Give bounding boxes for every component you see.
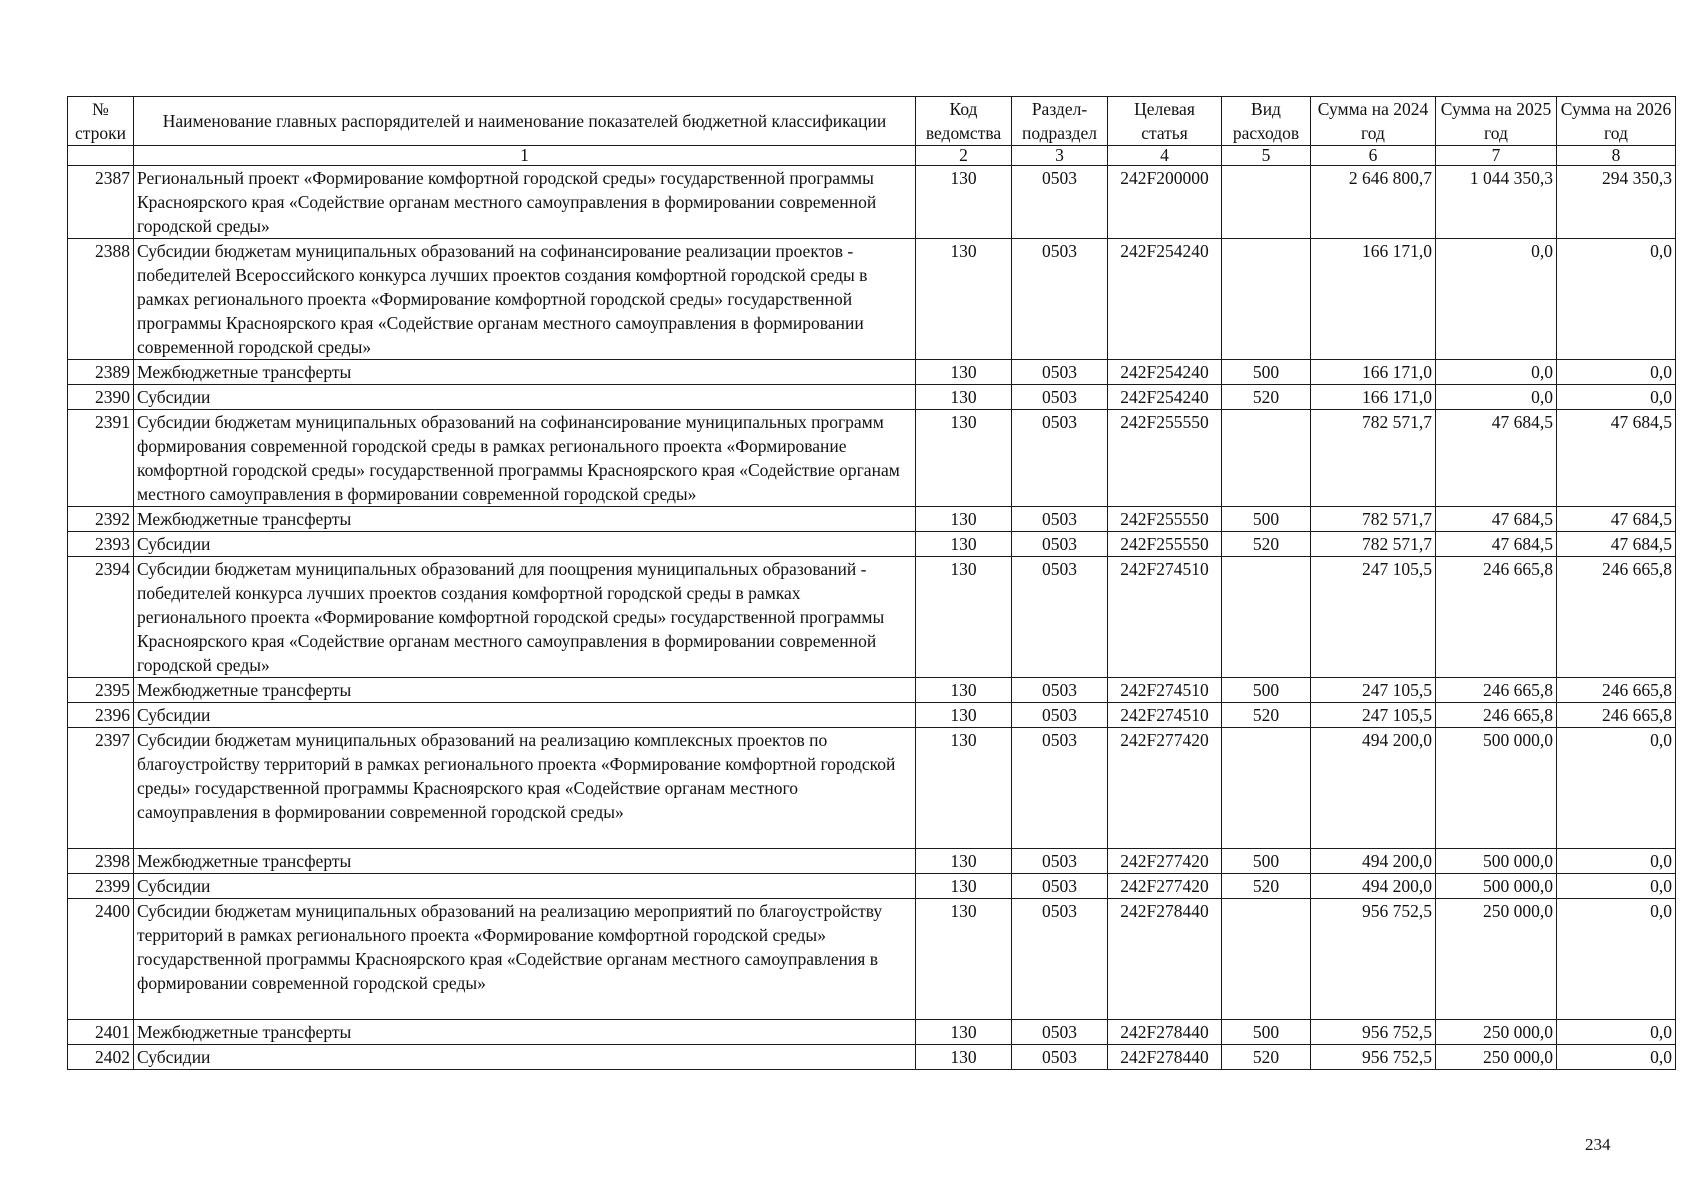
table-row bbox=[68, 410, 1676, 507]
sum-2024-cell: 166 171,0 bbox=[1311, 239, 1436, 360]
page-number: 234 bbox=[1585, 1135, 1611, 1154]
target-article-cell: 242F278440 bbox=[1108, 899, 1222, 1020]
target-article-cell: 242F255550 bbox=[1108, 532, 1222, 557]
sum-2026-cell: 0,0 bbox=[1557, 874, 1676, 899]
expense-type-cell bbox=[1222, 410, 1311, 507]
section-cell: 0503 bbox=[1012, 410, 1108, 507]
column-number: 6 bbox=[1311, 146, 1436, 166]
row-number-cell: 2396 bbox=[68, 703, 134, 728]
sum-2025-cell: 0,0 bbox=[1436, 360, 1557, 385]
expense-type-cell: 500 bbox=[1222, 678, 1311, 703]
sum-2025-cell: 250 000,0 bbox=[1436, 1020, 1557, 1045]
section-cell: 0503 bbox=[1012, 849, 1108, 874]
expense-type-cell bbox=[1222, 899, 1311, 1020]
header-name: Наименование главных распорядителей и наименование показателей бюджетной классификации bbox=[134, 97, 916, 146]
sum-2026-cell: 246 665,8 bbox=[1557, 703, 1676, 728]
section-cell: 0503 bbox=[1012, 874, 1108, 899]
target-article-cell: 242F255550 bbox=[1108, 410, 1222, 507]
table-row bbox=[68, 728, 1676, 849]
sum-2026-cell: 246 665,8 bbox=[1557, 678, 1676, 703]
sum-2025-cell: 250 000,0 bbox=[1436, 899, 1557, 1020]
dept-code-cell: 130 bbox=[916, 1020, 1012, 1045]
target-article-cell: 242F277420 bbox=[1108, 874, 1222, 899]
table-row bbox=[68, 360, 1676, 385]
sum-2024-cell: 247 105,5 bbox=[1311, 703, 1436, 728]
target-article-cell: 242F255550 bbox=[1108, 507, 1222, 532]
dept-code-cell: 130 bbox=[916, 166, 1012, 239]
section-cell: 0503 bbox=[1012, 532, 1108, 557]
sum-2025-cell: 47 684,5 bbox=[1436, 532, 1557, 557]
sum-2025-cell: 47 684,5 bbox=[1436, 410, 1557, 507]
expense-type-cell: 500 bbox=[1222, 1020, 1311, 1045]
dept-code-cell: 130 bbox=[916, 360, 1012, 385]
expense-type-cell bbox=[1222, 166, 1311, 239]
name-cell: Региональный проект «Формирование комфортной городской среды» государственной программы Красноярского края «Содействие органам местного самоуправления в формировании современной городской среды» bbox=[134, 166, 916, 239]
name-cell: Межбюджетные трансферты bbox=[134, 849, 916, 874]
table-row bbox=[68, 557, 1676, 678]
column-number: 1 bbox=[134, 146, 916, 166]
sum-2026-cell: 47 684,5 bbox=[1557, 507, 1676, 532]
row-number-cell: 2394 bbox=[68, 557, 134, 678]
table-row bbox=[68, 703, 1676, 728]
section-cell: 0503 bbox=[1012, 678, 1108, 703]
column-number-row bbox=[68, 146, 1676, 166]
sum-2026-cell: 47 684,5 bbox=[1557, 532, 1676, 557]
table-row bbox=[68, 166, 1676, 239]
sum-2026-cell: 0,0 bbox=[1557, 385, 1676, 410]
target-article-cell: 242F254240 bbox=[1108, 385, 1222, 410]
column-number: 4 bbox=[1108, 146, 1222, 166]
dept-code-cell: 130 bbox=[916, 678, 1012, 703]
sum-2024-cell: 956 752,5 bbox=[1311, 1020, 1436, 1045]
section-cell: 0503 bbox=[1012, 507, 1108, 532]
section-cell: 0503 bbox=[1012, 703, 1108, 728]
column-number: 7 bbox=[1436, 146, 1557, 166]
expense-type-cell bbox=[1222, 239, 1311, 360]
name-cell: Субсидии бюджетам муниципальных образований на софинансирование муниципальных программ формирования современной городской среды в рамках регионального проекта «Формирование комфортной городской среды» государственной программы Красноярского края «Содействие органам местного самоуправления в формировании современной городской среды» bbox=[134, 410, 916, 507]
expense-type-cell: 520 bbox=[1222, 1045, 1311, 1070]
header-dept-code: Код ведомства bbox=[916, 97, 1012, 146]
section-cell: 0503 bbox=[1012, 557, 1108, 678]
target-article-cell: 242F277420 bbox=[1108, 849, 1222, 874]
header-expense-type: Вид расходов bbox=[1222, 97, 1311, 146]
row-number-cell: 2399 bbox=[68, 874, 134, 899]
name-cell: Субсидии bbox=[134, 532, 916, 557]
sum-2024-cell: 782 571,7 bbox=[1311, 410, 1436, 507]
header-row-number: № строки bbox=[68, 97, 134, 146]
row-number-cell: 2397 bbox=[68, 728, 134, 849]
sum-2026-cell: 0,0 bbox=[1557, 728, 1676, 849]
sum-2024-cell: 494 200,0 bbox=[1311, 728, 1436, 849]
target-article-cell: 242F254240 bbox=[1108, 360, 1222, 385]
expense-type-cell: 520 bbox=[1222, 532, 1311, 557]
sum-2025-cell: 500 000,0 bbox=[1436, 874, 1557, 899]
section-cell: 0503 bbox=[1012, 1045, 1108, 1070]
dept-code-cell: 130 bbox=[916, 728, 1012, 849]
target-article-cell: 242F274510 bbox=[1108, 703, 1222, 728]
name-cell: Субсидии бюджетам муниципальных образований для поощрения муниципальных образований - победителей конкурса лучших проектов создания комфортной городской среды в рамках регионального проекта «Формирование комфортной городской среды» государственной программы Красноярского края «Содействие органам местного самоуправления в формировании современной городской среды» bbox=[134, 557, 916, 678]
header-sum-2025: Сумма на 2025 год bbox=[1436, 97, 1557, 146]
expense-type-cell: 500 bbox=[1222, 849, 1311, 874]
header-row bbox=[68, 97, 1676, 146]
sum-2024-cell: 247 105,5 bbox=[1311, 557, 1436, 678]
table-row bbox=[68, 507, 1676, 532]
expense-type-cell: 520 bbox=[1222, 385, 1311, 410]
sum-2025-cell: 500 000,0 bbox=[1436, 849, 1557, 874]
name-cell: Межбюджетные трансферты bbox=[134, 678, 916, 703]
sum-2025-cell: 250 000,0 bbox=[1436, 1045, 1557, 1070]
sum-2026-cell: 0,0 bbox=[1557, 360, 1676, 385]
section-cell: 0503 bbox=[1012, 899, 1108, 1020]
sum-2025-cell: 500 000,0 bbox=[1436, 728, 1557, 849]
sum-2024-cell: 247 105,5 bbox=[1311, 678, 1436, 703]
sum-2026-cell: 0,0 bbox=[1557, 849, 1676, 874]
sum-2024-cell: 494 200,0 bbox=[1311, 874, 1436, 899]
row-number-cell: 2401 bbox=[68, 1020, 134, 1045]
dept-code-cell: 130 bbox=[916, 1045, 1012, 1070]
table-row bbox=[68, 1020, 1676, 1045]
target-article-cell: 242F278440 bbox=[1108, 1020, 1222, 1045]
expense-type-cell: 500 bbox=[1222, 507, 1311, 532]
name-cell: Субсидии бюджетам муниципальных образований на реализацию комплексных проектов по благоустройству территорий в рамках регионального проекта «Формирование комфортной городской среды» государственной программы Красноярского края «Содействие органам местного самоуправления в формировании современной городской среды» bbox=[134, 728, 916, 849]
name-cell: Субсидии bbox=[134, 703, 916, 728]
table-row bbox=[68, 678, 1676, 703]
row-number-cell: 2389 bbox=[68, 360, 134, 385]
dept-code-cell: 130 bbox=[916, 239, 1012, 360]
header-target-article: Целевая статья bbox=[1108, 97, 1222, 146]
sum-2026-cell: 0,0 bbox=[1557, 1020, 1676, 1045]
row-number-cell: 2402 bbox=[68, 1045, 134, 1070]
target-article-cell: 242F278440 bbox=[1108, 1045, 1222, 1070]
dept-code-cell: 130 bbox=[916, 899, 1012, 1020]
table-row bbox=[68, 1045, 1676, 1070]
sum-2024-cell: 494 200,0 bbox=[1311, 849, 1436, 874]
target-article-cell: 242F277420 bbox=[1108, 728, 1222, 849]
table-row bbox=[68, 385, 1676, 410]
section-cell: 0503 bbox=[1012, 239, 1108, 360]
sum-2024-cell: 2 646 800,7 bbox=[1311, 166, 1436, 239]
expense-type-cell: 500 bbox=[1222, 360, 1311, 385]
dept-code-cell: 130 bbox=[916, 385, 1012, 410]
sum-2025-cell: 246 665,8 bbox=[1436, 703, 1557, 728]
column-number bbox=[68, 146, 134, 166]
sum-2026-cell: 0,0 bbox=[1557, 1045, 1676, 1070]
budget-table bbox=[67, 96, 1676, 1070]
row-number-cell: 2393 bbox=[68, 532, 134, 557]
sum-2025-cell: 0,0 bbox=[1436, 385, 1557, 410]
sum-2024-cell: 166 171,0 bbox=[1311, 385, 1436, 410]
sum-2025-cell: 1 044 350,3 bbox=[1436, 166, 1557, 239]
name-cell: Субсидии bbox=[134, 385, 916, 410]
name-cell: Субсидии бюджетам муниципальных образований на софинансирование реализации проектов - победителей Всероссийского конкурса лучших проектов создания комфортной городской среды в рамках регионального проекта «Формирование комфортной городской среды» государственной программы Красноярского края «Содействие органам местного самоуправления в формировании современной городской среды» bbox=[134, 239, 916, 360]
sum-2024-cell: 782 571,7 bbox=[1311, 507, 1436, 532]
target-article-cell: 242F274510 bbox=[1108, 557, 1222, 678]
sum-2025-cell: 246 665,8 bbox=[1436, 557, 1557, 678]
expense-type-cell bbox=[1222, 728, 1311, 849]
row-number-cell: 2388 bbox=[68, 239, 134, 360]
sum-2025-cell: 47 684,5 bbox=[1436, 507, 1557, 532]
column-number: 3 bbox=[1012, 146, 1108, 166]
column-number: 2 bbox=[916, 146, 1012, 166]
name-cell: Субсидии bbox=[134, 1045, 916, 1070]
header-sum-2026: Сумма на 2026 год bbox=[1557, 97, 1676, 146]
row-number-cell: 2398 bbox=[68, 849, 134, 874]
name-cell: Межбюджетные трансферты bbox=[134, 360, 916, 385]
row-number-cell: 2395 bbox=[68, 678, 134, 703]
expense-type-cell: 520 bbox=[1222, 874, 1311, 899]
section-cell: 0503 bbox=[1012, 360, 1108, 385]
target-article-cell: 242F254240 bbox=[1108, 239, 1222, 360]
row-number-cell: 2387 bbox=[68, 166, 134, 239]
table-row bbox=[68, 239, 1676, 360]
section-cell: 0503 bbox=[1012, 166, 1108, 239]
dept-code-cell: 130 bbox=[916, 703, 1012, 728]
dept-code-cell: 130 bbox=[916, 557, 1012, 678]
header-section: Раздел-подраздел bbox=[1012, 97, 1108, 146]
row-number-cell: 2392 bbox=[68, 507, 134, 532]
dept-code-cell: 130 bbox=[916, 507, 1012, 532]
target-article-cell: 242F274510 bbox=[1108, 678, 1222, 703]
sum-2026-cell: 246 665,8 bbox=[1557, 557, 1676, 678]
row-number-cell: 2391 bbox=[68, 410, 134, 507]
dept-code-cell: 130 bbox=[916, 532, 1012, 557]
section-cell: 0503 bbox=[1012, 728, 1108, 849]
section-cell: 0503 bbox=[1012, 1020, 1108, 1045]
sum-2026-cell: 47 684,5 bbox=[1557, 410, 1676, 507]
name-cell: Межбюджетные трансферты bbox=[134, 1020, 916, 1045]
table-row bbox=[68, 874, 1676, 899]
table-row bbox=[68, 849, 1676, 874]
expense-type-cell bbox=[1222, 557, 1311, 678]
sum-2024-cell: 956 752,5 bbox=[1311, 899, 1436, 1020]
row-number-cell: 2400 bbox=[68, 899, 134, 1020]
expense-type-cell: 520 bbox=[1222, 703, 1311, 728]
table-body bbox=[68, 166, 1676, 1070]
header-sum-2024: Сумма на 2024 год bbox=[1311, 97, 1436, 146]
row-number-cell: 2390 bbox=[68, 385, 134, 410]
dept-code-cell: 130 bbox=[916, 874, 1012, 899]
column-number: 5 bbox=[1222, 146, 1311, 166]
table-row bbox=[68, 532, 1676, 557]
name-cell: Субсидии bbox=[134, 874, 916, 899]
sum-2025-cell: 246 665,8 bbox=[1436, 678, 1557, 703]
sum-2026-cell: 0,0 bbox=[1557, 899, 1676, 1020]
column-number: 8 bbox=[1557, 146, 1676, 166]
dept-code-cell: 130 bbox=[916, 410, 1012, 507]
sum-2026-cell: 294 350,3 bbox=[1557, 166, 1676, 239]
sum-2026-cell: 0,0 bbox=[1557, 239, 1676, 360]
sum-2025-cell: 0,0 bbox=[1436, 239, 1557, 360]
sum-2024-cell: 782 571,7 bbox=[1311, 532, 1436, 557]
name-cell: Субсидии бюджетам муниципальных образований на реализацию мероприятий по благоустройству территорий в рамках регионального проекта «Формирование комфортной городской среды» государственной программы Красноярского края «Содействие органам местного самоуправления в формировании современной городской среды» bbox=[134, 899, 916, 1020]
dept-code-cell: 130 bbox=[916, 849, 1012, 874]
sum-2024-cell: 166 171,0 bbox=[1311, 360, 1436, 385]
target-article-cell: 242F200000 bbox=[1108, 166, 1222, 239]
section-cell: 0503 bbox=[1012, 385, 1108, 410]
table-row bbox=[68, 899, 1676, 1020]
name-cell: Межбюджетные трансферты bbox=[134, 507, 916, 532]
sum-2024-cell: 956 752,5 bbox=[1311, 1045, 1436, 1070]
